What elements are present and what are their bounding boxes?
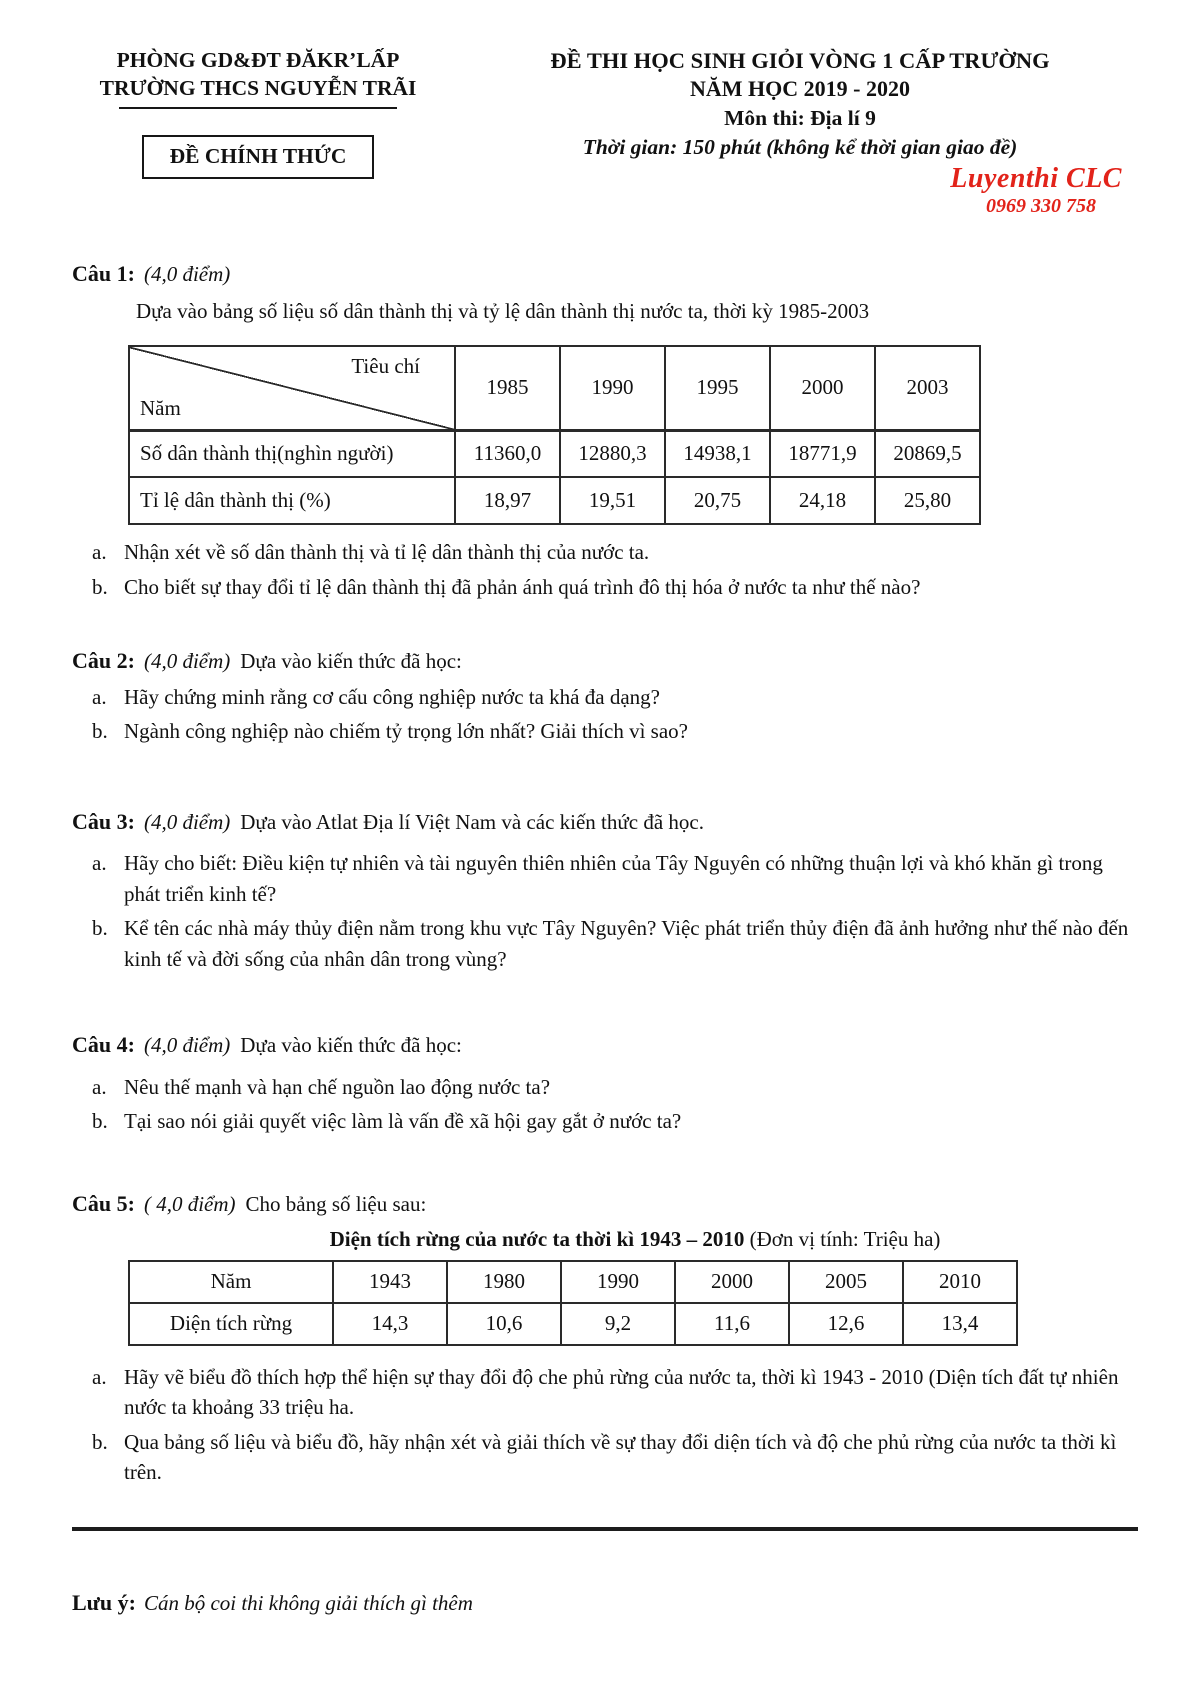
header-left-block [72,46,444,179]
logo-block [462,164,1138,219]
question-4-points: (4,0 điểm) [143,1033,231,1058]
question-5-items [72,1362,1138,1488]
page-header [72,46,1138,219]
row-label: Tỉ lệ dân thành thị (%) [129,477,455,524]
table-row [129,1261,1017,1303]
year-header: 1995 [665,346,770,430]
school-year: NĂM HỌC 2019 - 2020 [690,76,910,102]
item-marker: a. [92,851,107,876]
cell-value: 12880,3 [560,430,665,477]
logo-text: Luyenthi CLC [950,162,1122,194]
question-4-label: Câu 4: [72,1032,135,1058]
cell-value: 18,97 [455,477,560,524]
diagonal-corner-cell [129,346,455,430]
header-right-block [444,46,1138,219]
row-label: Năm [129,1261,333,1303]
corner-year-label: Năm [140,396,181,421]
question-2 [72,646,1138,747]
forest-table-title [72,1226,1138,1253]
year-header: 1980 [447,1261,561,1303]
question-1-items [72,537,1138,602]
question-4-heading [72,1030,1138,1060]
question-1 [72,259,1138,602]
question-2-label: Câu 2: [72,648,135,674]
question-5-heading [72,1189,1138,1219]
urban-population-table [128,345,981,525]
item-text: Qua bảng số liệu và biểu đồ, hãy nhận xét và giải thích về sự thay đổi diện tích và độ che phủ rừng của nước ta thời kì trên. [124,1429,1117,1484]
item-marker: b. [92,916,108,941]
school-name: TRƯỜNG THCS NGUYỄN TRÃI [99,76,417,101]
question-3 [72,807,1138,974]
list-item [92,913,1138,974]
question-3-label: Câu 3: [72,808,135,834]
cell-value: 20,75 [665,477,770,524]
row-label: Diện tích rừng [129,1303,333,1345]
question-2-intro: Dựa vào kiến thức đã học: [240,649,462,674]
table-row [129,1303,1017,1345]
item-marker: a. [92,684,107,709]
cell-value: 20869,5 [875,430,980,477]
year-header: 1943 [333,1261,447,1303]
cell-value: 14938,1 [665,430,770,477]
year-header: 1985 [455,346,560,430]
item-marker: b. [92,1109,108,1134]
list-item [92,1362,1138,1423]
proctor-note [72,1589,1138,1618]
question-2-items [72,682,1138,747]
question-5-label: Câu 5: [72,1190,135,1216]
question-2-heading [72,646,1138,676]
logo-phone: 0969 330 758 [986,195,1096,218]
cell-value: 10,6 [447,1303,561,1345]
question-1-label: Câu 1: [72,261,135,287]
question-4 [72,1030,1138,1137]
item-marker: b. [92,574,108,599]
item-text: Kể tên các nhà máy thủy điện nằm trong khu vực Tây Nguyên? Việc phát triển thủy điện đã ảnh hưởng như thế nào đến kinh tế và đời sống của nhân dân trong vùng? [124,916,1129,971]
cell-value: 14,3 [333,1303,447,1345]
question-5-points: ( 4,0 điểm) [143,1191,236,1216]
item-text: Hãy vẽ biểu đồ thích hợp thể hiện sự thay đổi độ che phủ rừng của nước ta, thời kì 1943 - 2010 (Diện tích đất tự nhiên nước ta khoảng 33 triệu ha. [124,1364,1119,1420]
list-item [92,716,1138,746]
item-marker: a. [92,1074,107,1099]
subject-line: Môn thi: Địa lí 9 [724,105,876,130]
question-1-heading [72,259,1138,289]
list-item [92,1072,1138,1102]
cell-value: 11,6 [675,1303,789,1345]
list-item [92,537,1138,567]
question-1-points: (4,0 điểm) [143,262,231,287]
question-4-items [72,1072,1138,1137]
duration-line: Thời gian: 150 phút (không kể thời gian giao đề) [582,134,1018,159]
list-item [92,848,1138,909]
year-header: 2005 [789,1261,903,1303]
table-header-row [129,346,980,430]
item-marker: b. [92,1429,108,1454]
year-header: 2010 [903,1261,1017,1303]
forest-table-title-bold: Diện tích rừng của nước ta thời kì 1943 – 2010 [329,1227,745,1252]
department-name: PHÒNG GD&ĐT ĐĂKR’LẤP [116,48,400,72]
cell-value: 11360,0 [455,430,560,477]
item-marker: b. [92,719,108,744]
table-row [129,477,980,524]
item-text: Nêu thế mạnh và hạn chế nguồn lao động nước ta? [124,1074,551,1099]
list-item [92,572,1138,602]
year-header: 1990 [561,1261,675,1303]
question-1-lead: Dựa vào bảng số liệu số dân thành thị và tỷ lệ dân thành thị nước ta, thời kỳ 1985-2003 [136,298,870,323]
item-text: Cho biết sự thay đổi tỉ lệ dân thành thị đã phản ánh quá trình đô thị hóa ở nước ta như thế nào? [124,574,921,599]
cell-value: 18771,9 [770,430,875,477]
list-item [92,1106,1138,1136]
note-text: Cán bộ coi thi không giải thích gì thêm [143,1591,473,1616]
list-item [92,1427,1138,1488]
year-header: 2003 [875,346,980,430]
year-header: 2000 [770,346,875,430]
question-5 [72,1189,1138,1488]
list-item [92,682,1138,712]
exam-title: ĐỀ THI HỌC SINH GIỎI VÒNG 1 CẤP TRƯỜNG [550,48,1050,73]
item-text: Hãy chứng minh rằng cơ cấu công nghiệp nước ta khá đa dạng? [124,684,660,709]
item-text: Ngành công nghiệp nào chiếm tỷ trọng lớn nhất? Giải thích vì sao? [124,719,688,744]
corner-criteria-label: Tiêu chí [351,354,420,379]
divider-line [72,1527,1138,1531]
question-3-items [72,848,1138,974]
official-exam-box: ĐỀ CHÍNH THỨC [142,135,375,179]
year-header: 2000 [675,1261,789,1303]
question-2-points: (4,0 điểm) [143,649,231,674]
row-label: Số dân thành thị(nghìn người) [129,430,455,477]
cell-value: 9,2 [561,1303,675,1345]
item-text: Tại sao nói giải quyết việc làm là vấn đề xã hội gay gắt ở nước ta? [124,1109,682,1134]
item-text: Nhận xét về số dân thành thị và tỉ lệ dân thành thị của nước ta. [124,540,650,565]
year-header: 1990 [560,346,665,430]
question-4-intro: Dựa vào kiến thức đã học: [240,1033,462,1058]
item-marker: a. [92,540,107,565]
cell-value: 12,6 [789,1303,903,1345]
question-3-points: (4,0 điểm) [143,809,231,834]
table-row [129,430,980,477]
question-3-heading [72,807,1138,837]
cell-value: 19,51 [560,477,665,524]
question-5-intro: Cho bảng số liệu sau: [245,1191,427,1216]
cell-value: 24,18 [770,477,875,524]
cell-value: 13,4 [903,1303,1017,1345]
question-3-intro: Dựa vào Atlat Địa lí Việt Nam và các kiến thức đã học. [240,809,704,834]
forest-area-table [128,1260,1018,1346]
forest-table-title-unit: (Đơn vị tính: Triệu ha) [744,1227,941,1252]
note-label: Lưu ý: [72,1590,136,1616]
cell-value: 25,80 [875,477,980,524]
item-marker: a. [92,1364,107,1389]
item-text: Hãy cho biết: Điều kiện tự nhiên và tài nguyên thiên nhiên của Tây Nguyên có những thuận lợi và khó khăn gì trong phát triển kinh tế? [124,851,1103,906]
